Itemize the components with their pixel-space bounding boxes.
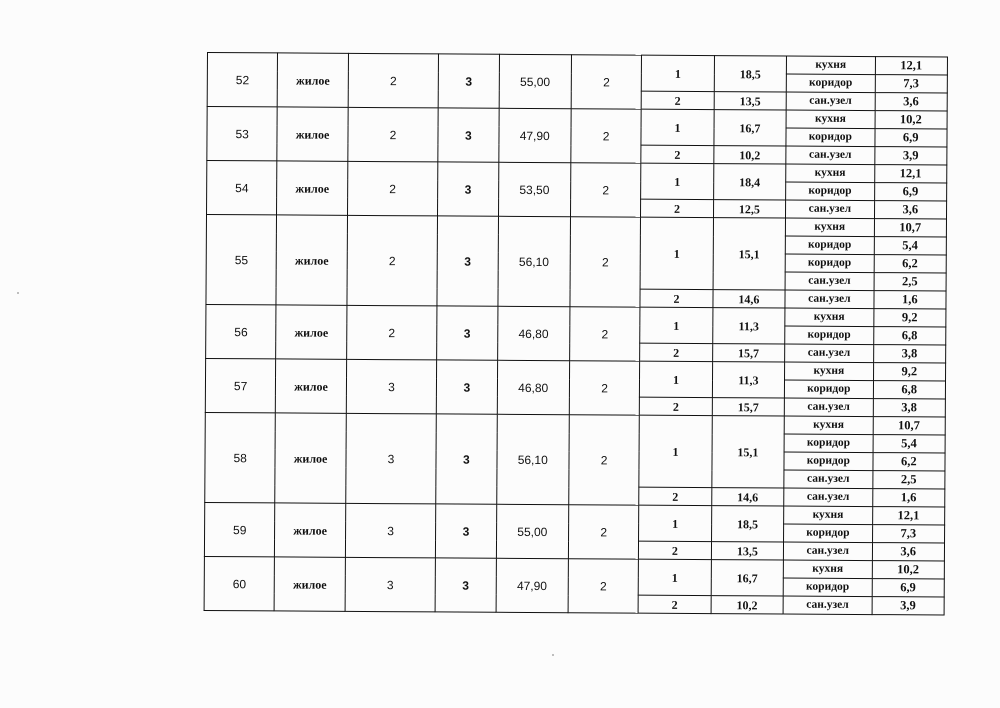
floor: 2 — [347, 161, 438, 216]
apartment-number: 53 — [207, 107, 278, 161]
rooms-count: 3 — [435, 558, 496, 612]
auxiliary-room-area: 6,9 — [874, 183, 947, 201]
apartment-type: жилое — [275, 503, 346, 557]
auxiliary-room-name: кухня — [783, 560, 872, 579]
apartment-type: жилое — [276, 305, 347, 359]
room-number: 2 — [639, 487, 711, 505]
column-6-value: 2 — [569, 361, 640, 415]
apartment-number: 52 — [207, 53, 278, 107]
total-area: 56,10 — [497, 216, 570, 306]
auxiliary-room-name: сан.узел — [785, 290, 874, 309]
rooms-count: 3 — [436, 504, 497, 558]
auxiliary-room-name: коридор — [784, 452, 873, 471]
apartment-type: жилое — [277, 161, 348, 215]
auxiliary-room-area: 6,2 — [874, 255, 947, 273]
auxiliary-room-area: 3,8 — [873, 399, 946, 417]
scan-speck — [552, 654, 554, 656]
room-area: 15,7 — [712, 398, 784, 416]
auxiliary-room-name: сан.узел — [784, 542, 873, 561]
rooms-count: 3 — [438, 108, 499, 162]
auxiliary-room-area: 9,2 — [873, 309, 946, 327]
auxiliary-room-name: коридор — [786, 182, 875, 201]
floor: 2 — [346, 305, 437, 360]
floor: 2 — [348, 53, 439, 108]
auxiliary-room-name: коридор — [785, 254, 874, 273]
rooms-count: 3 — [437, 306, 498, 360]
room-number: 1 — [641, 163, 714, 199]
table-row — [204, 556, 944, 579]
auxiliary-room-area: 12,1 — [874, 165, 947, 183]
room-number: 2 — [641, 199, 713, 217]
apartment-type: жилое — [278, 53, 349, 107]
room-area: 12,5 — [713, 200, 785, 218]
auxiliary-room-name: коридор — [785, 236, 874, 255]
total-area: 47,90 — [496, 558, 569, 612]
auxiliary-room-area: 6,9 — [874, 129, 947, 147]
table-row — [207, 53, 947, 76]
auxiliary-room-area: 5,4 — [874, 237, 947, 255]
auxiliary-room-name: сан.узел — [784, 470, 873, 489]
floor: 3 — [346, 359, 437, 414]
room-number: 1 — [639, 559, 712, 595]
apartment-number: 59 — [204, 502, 275, 556]
apartment-type: жилое — [276, 359, 347, 413]
column-6-value: 2 — [570, 217, 641, 307]
room-number: 2 — [640, 289, 712, 307]
table-row — [206, 304, 946, 327]
total-area: 47,90 — [498, 108, 571, 162]
apartments-table — [204, 52, 948, 616]
room-area: 16,7 — [711, 560, 784, 596]
rooms-count: 3 — [438, 162, 499, 216]
table-row — [207, 107, 947, 130]
auxiliary-room-area: 1,6 — [874, 291, 947, 309]
auxiliary-room-area: 10,2 — [875, 111, 948, 129]
auxiliary-room-name: коридор — [784, 524, 873, 543]
room-area: 18,5 — [714, 56, 787, 92]
auxiliary-room-area: 5,4 — [873, 435, 946, 453]
room-area: 10,2 — [711, 596, 783, 614]
auxiliary-room-area: 10,7 — [874, 219, 947, 237]
auxiliary-room-name: сан.узел — [786, 146, 875, 165]
floor: 3 — [345, 503, 436, 558]
column-6-value: 2 — [570, 163, 641, 217]
auxiliary-room-name: сан.узел — [785, 344, 874, 363]
auxiliary-room-area: 1,6 — [872, 489, 945, 507]
room-number: 1 — [641, 109, 714, 145]
auxiliary-room-area: 6,8 — [873, 381, 946, 399]
table-row — [206, 358, 946, 381]
room-area: 16,7 — [714, 110, 787, 146]
auxiliary-room-area: 3,6 — [875, 93, 948, 111]
auxiliary-room-area: 10,7 — [873, 417, 946, 435]
auxiliary-room-name: коридор — [785, 326, 874, 345]
room-number: 2 — [640, 397, 712, 415]
room-number: 2 — [639, 541, 711, 559]
room-area: 13,5 — [714, 92, 786, 110]
table-row — [206, 215, 946, 238]
room-number: 2 — [641, 91, 713, 109]
column-6-value: 2 — [568, 505, 639, 559]
auxiliary-room-area: 9,2 — [873, 363, 946, 381]
rooms-count: 3 — [436, 414, 497, 504]
auxiliary-room-name: кухня — [786, 56, 875, 75]
rooms-count: 3 — [437, 360, 498, 414]
auxiliary-room-name: кухня — [784, 416, 873, 435]
auxiliary-room-area: 3,9 — [872, 597, 945, 615]
total-area: 46,80 — [497, 306, 570, 360]
auxiliary-room-area: 12,1 — [872, 507, 945, 525]
room-number: 2 — [641, 145, 713, 163]
auxiliary-room-name: коридор — [784, 434, 873, 453]
auxiliary-room-area: 3,9 — [874, 147, 947, 165]
auxiliary-room-area: 2,5 — [874, 273, 947, 291]
room-number: 1 — [640, 217, 713, 289]
auxiliary-room-area: 3,8 — [873, 345, 946, 363]
auxiliary-room-name: кухня — [786, 164, 875, 183]
column-6-value: 2 — [570, 307, 641, 361]
column-6-value: 2 — [568, 559, 639, 613]
auxiliary-room-name: коридор — [786, 74, 875, 93]
auxiliary-room-name: кухня — [785, 218, 874, 237]
auxiliary-room-name: сан.узел — [786, 200, 875, 219]
total-area: 46,80 — [497, 360, 570, 414]
room-number: 1 — [639, 505, 712, 541]
floor: 2 — [347, 215, 438, 306]
auxiliary-room-area: 6,2 — [873, 453, 946, 471]
room-area: 14,6 — [711, 488, 783, 506]
auxiliary-room-name: сан.узел — [784, 488, 873, 507]
auxiliary-room-area: 3,6 — [872, 543, 945, 561]
column-6-value: 2 — [569, 415, 640, 505]
auxiliary-room-name: коридор — [783, 578, 872, 597]
auxiliary-room-area: 7,3 — [872, 525, 945, 543]
room-number: 1 — [639, 415, 712, 487]
auxiliary-room-area: 3,6 — [874, 201, 947, 219]
room-area: 13,5 — [711, 542, 783, 560]
auxiliary-room-name: кухня — [785, 362, 874, 381]
room-area: 18,5 — [711, 506, 784, 542]
room-number: 2 — [638, 595, 710, 613]
apartment-number: 55 — [206, 215, 277, 305]
apartment-number: 56 — [206, 304, 277, 358]
apartment-type: жилое — [277, 107, 348, 161]
column-6-value: 2 — [571, 109, 642, 163]
floor: 2 — [348, 107, 439, 162]
auxiliary-room-area: 7,3 — [875, 75, 948, 93]
apartment-number: 60 — [204, 556, 275, 610]
apartment-type: жилое — [274, 557, 345, 611]
room-area: 10,2 — [714, 146, 786, 164]
room-number: 2 — [640, 343, 712, 361]
room-area: 15,1 — [713, 218, 786, 290]
total-area: 56,10 — [496, 414, 569, 504]
table-row — [205, 412, 945, 435]
scanned-page — [207, 52, 948, 611]
floor: 3 — [345, 557, 436, 612]
rooms-count: 3 — [438, 54, 499, 108]
room-area: 18,4 — [713, 164, 786, 200]
floor: 3 — [345, 413, 436, 504]
column-6-value: 2 — [571, 55, 642, 109]
auxiliary-room-area: 6,8 — [873, 327, 946, 345]
apartment-type: жилое — [275, 413, 346, 503]
room-area: 11,3 — [712, 362, 785, 398]
auxiliary-room-area: 6,9 — [872, 579, 945, 597]
auxiliary-room-name: сан.узел — [785, 272, 874, 291]
apartment-number: 58 — [205, 412, 276, 502]
table-row — [205, 502, 945, 525]
auxiliary-room-area: 10,2 — [872, 561, 945, 579]
apartment-number: 57 — [205, 358, 276, 412]
auxiliary-room-area: 12,1 — [875, 57, 948, 75]
auxiliary-room-name: сан.узел — [783, 596, 872, 615]
table-body — [204, 53, 947, 616]
room-area: 15,1 — [712, 416, 785, 488]
auxiliary-room-name: сан.узел — [784, 398, 873, 417]
auxiliary-room-area: 2,5 — [872, 471, 945, 489]
rooms-count: 3 — [437, 216, 498, 306]
apartment-type: жилое — [276, 215, 347, 305]
table-row — [207, 161, 947, 184]
room-number: 1 — [640, 361, 713, 397]
apartment-number: 54 — [207, 161, 278, 215]
auxiliary-room-name: коридор — [786, 128, 875, 147]
auxiliary-room-name: кухня — [784, 506, 873, 525]
total-area: 55,00 — [499, 54, 572, 108]
auxiliary-room-name: кухня — [785, 308, 874, 327]
room-number: 1 — [640, 307, 713, 343]
scan-speck — [17, 292, 19, 294]
auxiliary-room-name: сан.узел — [786, 92, 875, 111]
total-area: 53,50 — [498, 162, 571, 216]
room-area: 15,7 — [712, 344, 784, 362]
room-area: 14,6 — [713, 290, 785, 308]
auxiliary-room-name: коридор — [784, 380, 873, 399]
room-area: 11,3 — [712, 308, 785, 344]
room-number: 1 — [642, 55, 715, 91]
total-area: 55,00 — [496, 504, 569, 558]
auxiliary-room-name: кухня — [786, 110, 875, 129]
